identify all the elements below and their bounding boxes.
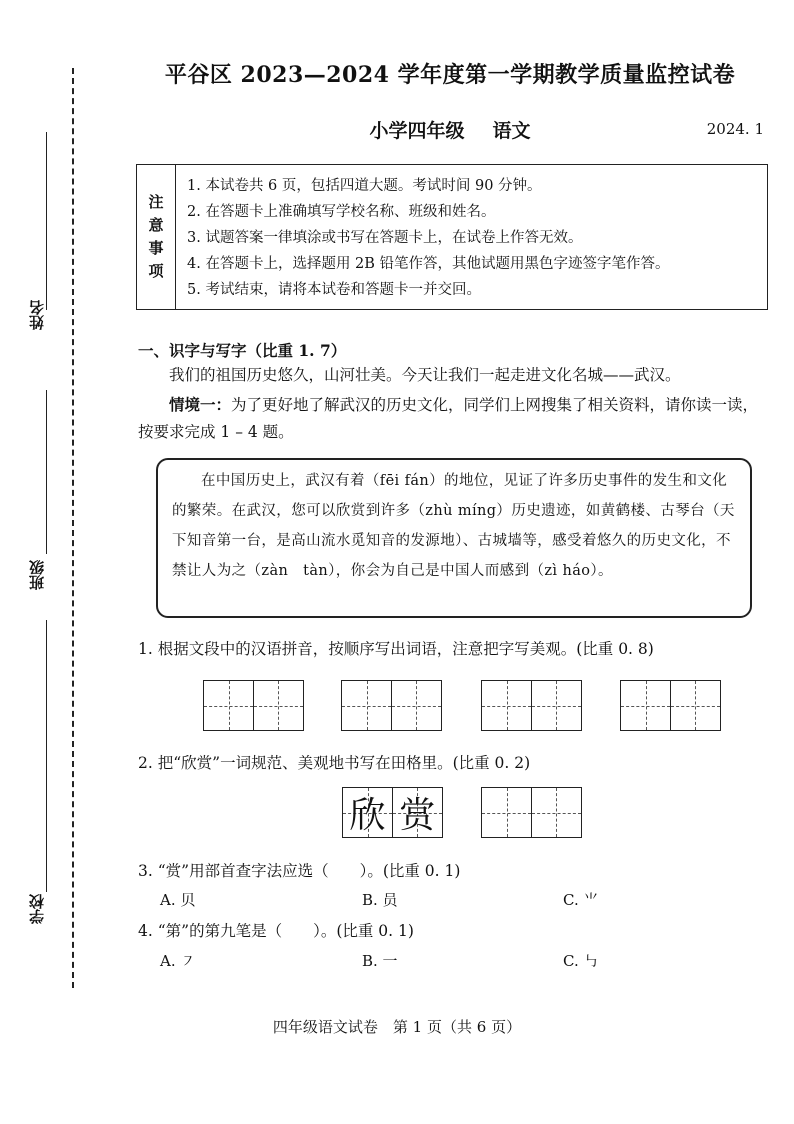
class-write-line — [46, 390, 47, 554]
tian-cell — [342, 787, 393, 838]
notice-label-char: 意 — [148, 216, 164, 234]
notice-label-char: 项 — [148, 262, 164, 280]
notice-item: 2. 在答题卡上准确填写学校名称、班级和姓名。 — [187, 204, 496, 220]
notice-item: 1. 本试卷共 6 页，包括四道大题。考试时间 90 分钟。 — [187, 178, 542, 194]
tian-cell[interactable] — [341, 680, 392, 731]
answer-grid-4[interactable] — [620, 680, 719, 731]
tian-cell[interactable] — [481, 680, 532, 731]
tian-cell — [392, 787, 443, 838]
exam-title: 平谷区 2023—2024 学年度第一学期教学质量监控试卷 — [164, 62, 736, 88]
section-intro: 我们的祖国历史悠久，山河壮美。今天让我们一起走进文化名城——武汉。 — [169, 366, 681, 384]
notice-item: 5. 考试结束，请将本试卷和答题卡一并交回。 — [187, 282, 481, 298]
answer-grid-3[interactable] — [481, 680, 580, 731]
scene-paragraph — [138, 391, 768, 446]
tian-cell[interactable] — [670, 680, 721, 731]
question-1: 1. 根据文段中的汉语拼音，按顺序写出词语，注意把字写美观。(比重 0. 8) — [138, 640, 654, 658]
answer-grid-q2[interactable] — [481, 787, 580, 838]
page-footer: 四年级语文试卷 第 1 页（共 6 页） — [272, 1018, 522, 1036]
exam-subtitle — [100, 116, 794, 143]
answer-grid-2[interactable] — [341, 680, 440, 731]
notice-label — [137, 165, 176, 309]
passage-box — [156, 458, 752, 618]
question-3: 3. “赏”用部首查字法应选（ ）。(比重 0. 1) — [138, 862, 461, 880]
subject-label: 语文 — [492, 120, 531, 142]
section-title: 一、识字与写字（比重 1. 7） — [138, 341, 347, 360]
name-label: 姓名 — [28, 300, 46, 330]
model-char: 赏 — [399, 795, 436, 836]
name-write-line — [46, 132, 47, 310]
q4-option-b[interactable]: B. 一 — [362, 952, 398, 970]
model-char: 欣 — [349, 795, 386, 836]
answer-grid-1[interactable] — [203, 680, 302, 731]
class-label: 班级 — [28, 560, 46, 590]
grade-label: 小学四年级 — [369, 120, 465, 142]
notice-item: 3. 试题答案一律填涂或书写在答题卡上，在试卷上作答无效。 — [187, 230, 583, 246]
tian-cell[interactable] — [253, 680, 304, 731]
notice-items — [187, 173, 670, 303]
tian-cell[interactable] — [391, 680, 442, 731]
q3-option-b[interactable]: B. 员 — [362, 891, 398, 909]
tian-cell[interactable] — [531, 787, 582, 838]
binding-dashed-line — [72, 68, 74, 988]
question-2: 2. 把“欣赏”一词规范、美观地书写在田格里。(比重 0. 2) — [138, 754, 531, 772]
tian-cell[interactable] — [620, 680, 671, 731]
exam-date: 2024. 1 — [706, 120, 764, 138]
scene-text: 为了更好地了解武汉的历史文化，同学们上网搜集了相关资料，请你读一读，按要求完成 1 – 4 题。 — [138, 396, 759, 441]
q3-option-c[interactable]: C. ⺌ — [563, 891, 599, 909]
q4-option-a[interactable]: A. ㇇ — [160, 952, 196, 970]
q3-option-a[interactable]: A. 贝 — [160, 891, 196, 909]
school-label: 学校 — [28, 894, 46, 924]
q4-option-c[interactable]: C. ㇉ — [563, 952, 599, 970]
scene-label: 情境一： — [169, 395, 232, 414]
notice-label-char: 事 — [148, 239, 164, 257]
tian-cell[interactable] — [203, 680, 254, 731]
notice-item: 4. 在答题卡上，选择题用 2B 铅笔作答，其他试题用黑色字迹签字笔作答。 — [187, 256, 670, 272]
notice-label-char: 注 — [148, 193, 164, 211]
tian-cell[interactable] — [481, 787, 532, 838]
question-4: 4. “第”的第九笔是（ ）。(比重 0. 1) — [138, 922, 414, 940]
model-grid — [342, 787, 441, 838]
passage-text: 在中国历史上，武汉有着（fēi fán）的地位，见证了许多历史事件的发生和文化的繁荣。在武汉，您可以欣赏到许多（zhù míng）历史遗迹，如黄鹤楼、古琴台（天下知音第一台，是高山流水觅知音的发源地）、古城墙等，感受着悠久的历史文化，不禁让人为之（zàn tàn），你会为自己是中国人而感到（zì háo）。 — [172, 473, 735, 579]
tian-cell[interactable] — [531, 680, 582, 731]
notice-box — [136, 164, 768, 310]
school-write-line — [46, 620, 47, 892]
